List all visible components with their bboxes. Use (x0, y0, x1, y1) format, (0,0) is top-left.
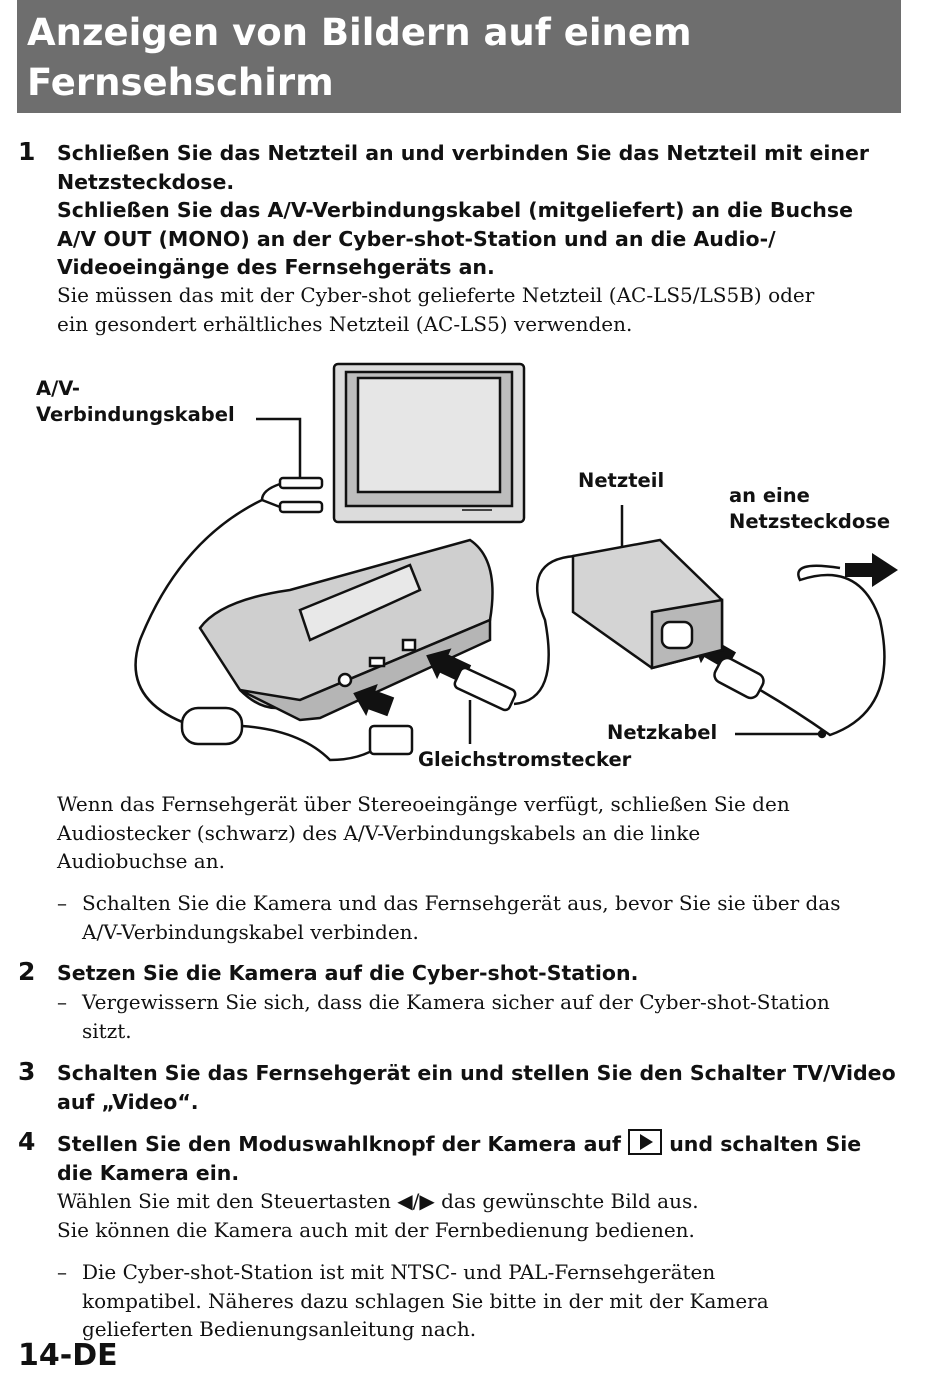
rca-plug-icon (280, 478, 322, 512)
step1-bold-line: A/V OUT (MONO) an der Cyber-shot-Station und an die Audio-/ (57, 226, 776, 251)
step4-bold-text: Stellen Sie den Moduswahlknopf der Kamera auf (57, 1132, 621, 1156)
power-cord-label: Netzkabel (607, 721, 718, 744)
step1-bold-line: Schließen Sie das A/V-Verbindungskabel (mitgeliefert) an die Buchse (57, 198, 853, 222)
step1-bold-line: Videoeingänge des Fernsehgeräts an. (57, 255, 495, 279)
ac-adapter-label: Netzteil (578, 469, 665, 492)
bullet-line: Schalten Sie die Kamera und das Fernsehgerät aus, bevor Sie sie über das (82, 891, 841, 915)
step-number-4: 4 (18, 1127, 36, 1156)
step2-bullet (57, 988, 907, 1045)
bullet-line: Die Cyber-shot-Station ist mit NTSC- und PAL-Fernsehgeräten (82, 1260, 716, 1284)
step4-note (57, 1187, 907, 1244)
page-title-line1: Anzeigen von Bildern auf einem (27, 11, 692, 54)
step4-note-line: Sie können die Kamera auch mit der Fernbedienung bedienen. (57, 1217, 695, 1242)
dc-plug-icon (453, 666, 517, 711)
power-cord-icon (735, 566, 884, 735)
ferrite-core-icon (182, 708, 242, 744)
stereo-note-line: Audiostecker (schwarz) des A/V-Verbindungskabels an die linke (57, 820, 701, 845)
bullet-line: sitzt. (82, 1018, 132, 1043)
playback-mode-icon (628, 1129, 662, 1155)
bullet-line: gelieferten Bedienungsanleitung nach. (82, 1317, 477, 1341)
step4-bullet (57, 1258, 907, 1344)
bullet-dash: – (57, 891, 67, 915)
page-number: 14-DE (18, 1338, 118, 1373)
tv-icon (334, 364, 524, 522)
bullet-dash: – (57, 990, 67, 1014)
ac-adapter-icon (573, 540, 722, 668)
step-number-3: 3 (18, 1057, 36, 1086)
av-cable-label-line1: A/V- (36, 377, 80, 400)
wall-socket-label-line1: an eine (729, 484, 810, 507)
step1-bold-line: Netzsteckdose. (57, 169, 235, 194)
av-cable-label-line2: Verbindungskabel (36, 403, 235, 426)
step1-stereo-note (57, 790, 907, 876)
step3-bold-line: Schalten Sie das Fernsehgerät ein und stellen Sie den Schalter TV/Video (57, 1061, 896, 1085)
stereo-note-line: Audiobuchse an. (57, 849, 225, 873)
dc-plug-label: Gleichstromstecker (418, 748, 632, 771)
wall-socket-label (729, 483, 890, 535)
step4-bold-line (57, 1129, 907, 1159)
cyber-shot-station-icon (200, 540, 493, 720)
step1-bullet (57, 889, 907, 946)
step4-bold-text: und schalten Sie (669, 1132, 862, 1156)
step4-note-line: Wählen Sie mit den Steuertasten ◀/▶ das gewünschte Bild aus. (57, 1189, 699, 1213)
step4-instruction (57, 1129, 907, 1187)
bullet-dash: – (57, 1260, 67, 1284)
av-plug-icon (370, 726, 412, 754)
step3-instruction (57, 1059, 907, 1116)
bullet-line: A/V-Verbindungskabel verbinden. (82, 919, 419, 944)
av-cable-label (36, 376, 235, 428)
step3-bold-line: auf „Video“. (57, 1089, 199, 1114)
step4-bold-line: die Kamera ein. (57, 1160, 240, 1185)
step1-note-line: Sie müssen das mit der Cyber-shot gelieferte Netzteil (AC-LS5/LS5B) oder (57, 283, 815, 307)
stereo-note-line: Wenn das Fernsehgerät über Stereoeingänge verfügt, schließen Sie den (57, 792, 790, 816)
step-number-1: 1 (18, 137, 36, 166)
step-number-2: 2 (18, 957, 36, 986)
bullet-line: Vergewissern Sie sich, dass die Kamera sicher auf der Cyber-shot-Station (82, 990, 830, 1014)
step1-note-line: ein gesondert erhältliches Netzteil (AC-LS5) verwenden. (57, 311, 633, 336)
power-plug-icon (712, 655, 767, 700)
step1-bold-line: Schließen Sie das Netzteil an und verbinden Sie das Netzteil mit einer (57, 141, 869, 165)
bullet-line: kompatibel. Näheres dazu schlagen Sie bitte in der mit der Kamera (82, 1288, 769, 1313)
wall-socket-label-line2: Netzsteckdose (729, 510, 891, 533)
step2-instruction: Setzen Sie die Kamera auf die Cyber-shot-Station. (57, 961, 639, 985)
page-title-line2: Fernsehschirm (27, 61, 334, 104)
